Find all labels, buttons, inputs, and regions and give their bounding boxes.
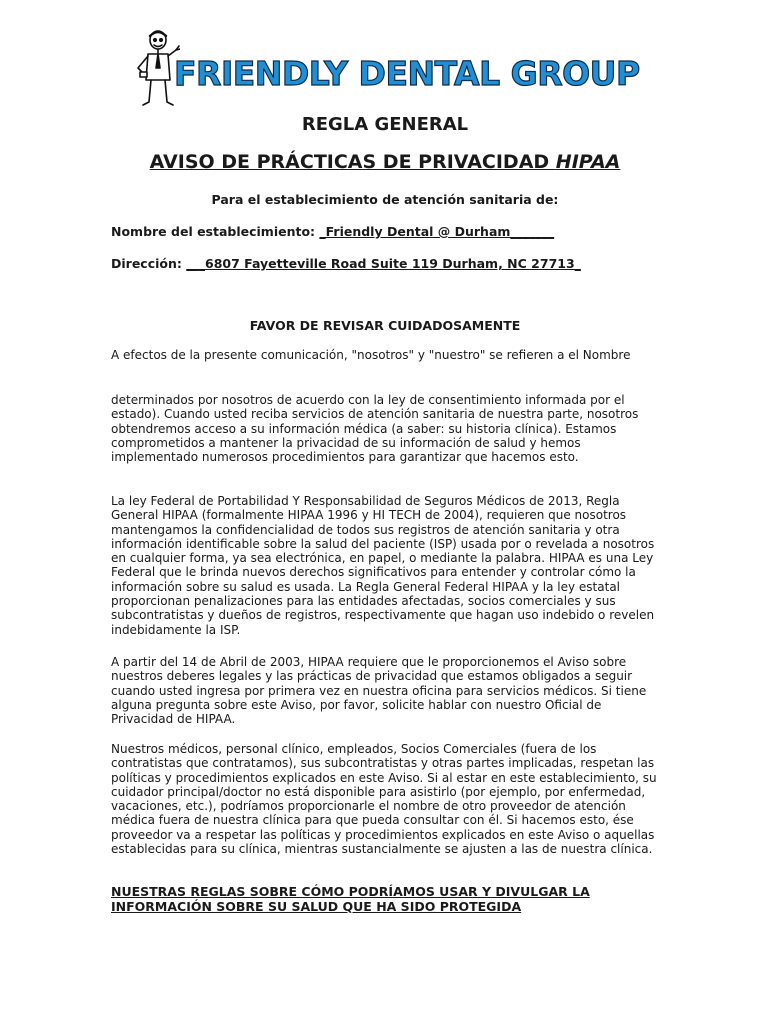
review-notice: FAVOR DE REVISAR CUIDADOSAMENTE (249, 318, 521, 333)
page-title: REGLA GENERAL (301, 114, 469, 135)
paragraph: A efectos de la presente comunicación, "nosotros" y "nuestro" se refieren a el Nombre (111, 348, 631, 362)
facility-name-row (111, 224, 554, 239)
section-heading: NUESTRAS REGLAS SOBRE CÓMO PODRÍAMOS USAR Y DIVULGAR LA INFORMACIÓN SOBRE SU SALUD QUE HA SIDO PROTEGIDA (111, 884, 590, 914)
logo-wordmark: FRIENDLY DENTAL GROUP (174, 54, 640, 93)
facility-intro: Para el establecimiento de atención sanitaria de: (211, 192, 559, 207)
facility-name-value: _Friendly Dental @ Durham_______ (319, 224, 555, 239)
page-subtitle (0, 151, 770, 173)
paragraph: A partir del 14 de Abril de 2003, HIPAA requiere que le proporcionemos el Aviso sobre nuestros deberes legales y las prácticas de privacidad que estamos obligados a seguir cuando usted ingresa por primera vez en nuestra oficina para servicios médicos. Si tiene alguna pregunta sobre este Aviso, por favor, solicite hablar con nuestro Oficial de Privacidad de HIPAA. (111, 655, 647, 727)
subtitle-emphasis: HIPAA (555, 151, 621, 173)
facility-address-label: Dirección: (111, 256, 182, 271)
paragraph: La ley Federal de Portabilidad Y Responsabilidad de Seguros Médicos de 2013, Regla General HIPAA (formalmente HIPAA 1996 y HI TECH de 2004), requieren que nosotros mantengamos la confidencialidad de todos sus registros de atención sanitaria y otra información identificable sobre la salud del paciente (ISP) usada por o revelada a nosotros en cualquier forma, ya sea electrónica, en papel, o mediante la palabra. HIPAA es una Ley Federal que le brinda nuevos derechos significativos para entender y controlar cómo la información sobre su salud es usada. La Regla General Federal HIPAA y la ley estatal proporcionan penalizaciones para las entidades afectadas, socios comerciales y sus subcontratistas y dueños de registros, respectivamente que hagan uso indebido o revelen indebidamente la ISP. (111, 494, 655, 637)
dentist-cartoon-icon (132, 28, 180, 112)
facility-address-value: ___6807 Fayetteville Road Suite 119 Durham, NC 27713_ (186, 256, 581, 271)
facility-address-row (111, 256, 581, 271)
subtitle-main: AVISO DE PRÁCTICAS DE PRIVACIDAD (149, 151, 556, 173)
paragraph: Nuestros médicos, personal clínico, empleados, Socios Comerciales (fuera de los contratistas que contratamos), sus subcontratistas y otras partes implicadas, respetan las políticas y procedimientos explicados en este Aviso. Si al estar en este establecimiento, su cuidador principal/doctor no está disponible para asistirlo (por ejemplo, por enfermedad, vacaciones, etc.), podríamos proporcionarle el nombre de otro proveedor de atención médica fuera de nuestra clínica para que pueda consultar con él. Si hacemos esto, ése proveedor va a respetar las políticas y procedimientos explicados en este Aviso o aquellas establecidas para su clínica, mientras sustancialmente se ajusten a las de nuestra clínica. (111, 742, 657, 857)
paragraph: determinados por nosotros de acuerdo con la ley de consentimiento informada por el estado). Cuando usted reciba servicios de atención sanitaria de nuestra parte, nosotros obtendremos acceso a su información médica (a saber: su historia clínica). Estamos comprometidos a mantener la privacidad de su información de salud y hemos implementado numerosos procedimientos para garantizar que hacemos esto. (111, 393, 639, 465)
facility-name-label: Nombre del establecimiento: (111, 224, 316, 239)
company-logo (132, 28, 642, 112)
